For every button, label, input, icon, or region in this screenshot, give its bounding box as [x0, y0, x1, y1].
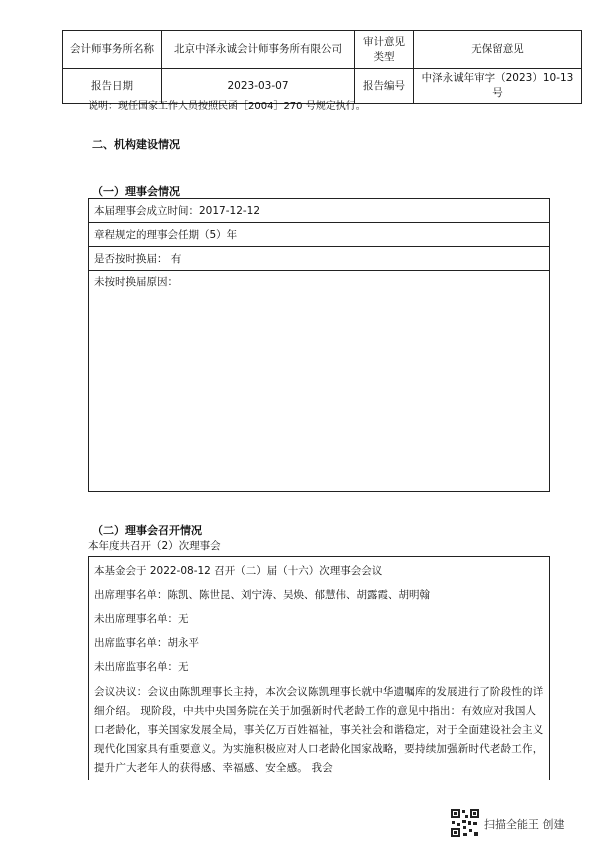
auditor-info-table	[62, 30, 582, 104]
section-title: 二、机构建设情况	[92, 138, 180, 151]
note-text: 说明：现任国家工作人员按照民函［2004］270 号规定执行。	[88, 101, 366, 112]
auditor-name-label: 会计师事务所名称	[63, 31, 162, 69]
report-number-label: 报告编号	[355, 69, 414, 104]
meeting-subsection-title: （二）理事会召开情况	[92, 524, 202, 537]
attending-supervisors: 出席监事名单：胡永平	[94, 637, 199, 649]
board-on-time: 是否按时换届： 有	[89, 247, 549, 271]
opinion-type-value: 无保留意见	[414, 31, 582, 69]
scanner-watermark	[450, 808, 600, 846]
auditor-name-value: 北京中泽永诚会计师事务所有限公司	[162, 31, 355, 69]
meeting-box	[88, 556, 550, 780]
attending-directors: 出席理事名单：陈凯、陈世昆、刘宁涛、吴焕、郁慧伟、胡露霞、胡明翰	[94, 589, 430, 601]
report-date-value: 2023-03-07	[162, 69, 355, 104]
meeting-held: 本基金会于 2022-08-12 召开（二）届（十六）次理事会会议	[94, 565, 383, 577]
absent-directors: 未出席理事名单：无	[94, 613, 189, 625]
opinion-type-label: 审计意见类型	[355, 31, 414, 69]
meeting-resolution: 会议决议：会议由陈凯理事长主持，本次会议陈凯理事长就中华遗嘱库的发展进行了阶段性的详细介绍。 现阶段，中共中央国务院在关于加强新时代老龄工作的意见中指出：有效应对我国人口老龄化，事关国家发展全局，事关亿万百姓福祉，事关社会和谐稳定，对于全面建设社会主义现代化国家具有重要意义。为实施积极应对人口老龄化国家战略，要持续加强新时代老龄工作，提升广大老年人的获得感、幸福感、安全感。 我会	[94, 686, 544, 774]
board-established: 本届理事会成立时间：2017-12-12	[89, 199, 549, 223]
absent-supervisors: 未出席监事名单：无	[94, 661, 189, 673]
board-subsection-title: （一）理事会情况	[92, 185, 180, 198]
board-info-box	[88, 198, 550, 492]
board-reason: 未按时换届原因：	[94, 276, 178, 288]
meetings-count: 本年度共召开（2）次理事会	[88, 540, 221, 552]
qr-code-icon	[450, 808, 480, 838]
report-date-label: 报告日期	[63, 69, 162, 104]
report-number-value: 中泽永诚年审字（2023）10-13 号	[414, 69, 582, 104]
board-term: 章程规定的理事会任期（5）年	[89, 223, 549, 247]
scanner-brand: 扫描全能王 创建	[484, 818, 565, 831]
